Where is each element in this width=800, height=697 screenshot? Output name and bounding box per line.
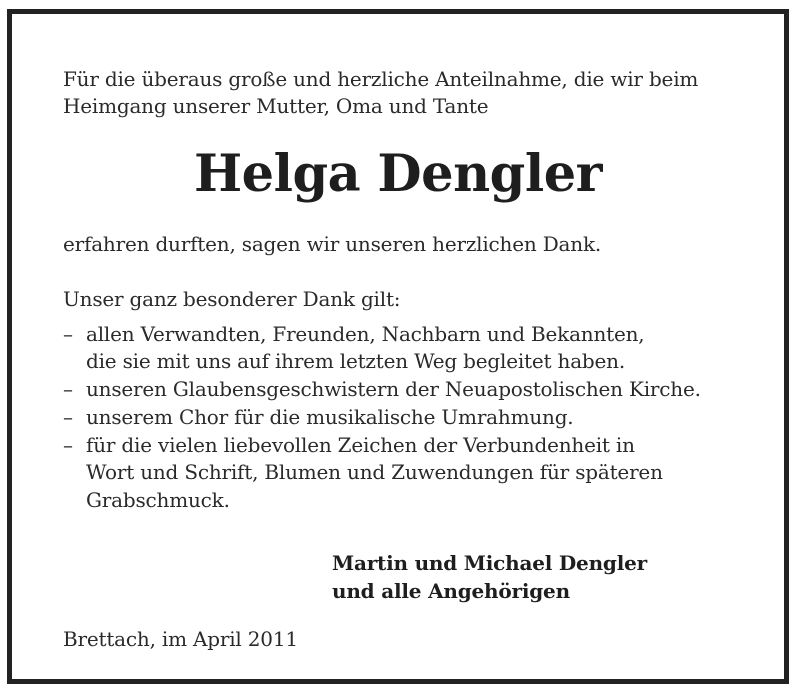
special-thanks-heading: Unser ganz besonderer Dank gilt: bbox=[63, 287, 401, 311]
obituary-thanks-notice bbox=[7, 9, 789, 684]
list-bullet-dash: – bbox=[63, 405, 73, 429]
list-item-line: unseren Glaubensgeschwistern der Neuapostolischen Kirche. bbox=[86, 377, 701, 401]
intro-line-1: Für die überaus große und herzliche Anteilnahme, die wir beim bbox=[63, 67, 699, 91]
list-item-line: Grabschmuck. bbox=[86, 488, 230, 512]
list-item-line: Wort und Schrift, Blumen und Zuwendungen für späteren bbox=[86, 460, 663, 484]
list-bullet-dash: – bbox=[63, 433, 73, 457]
list-item-line: die sie mit uns auf ihrem letzten Weg begleitet haben. bbox=[86, 349, 626, 373]
place-date: Brettach, im April 2011 bbox=[63, 627, 298, 651]
list-item-line: für die vielen liebevollen Zeichen der Verbundenheit in bbox=[86, 433, 635, 457]
list-bullet-dash: – bbox=[63, 322, 73, 346]
list-item-line: unserem Chor für die musikalische Umrahmung. bbox=[86, 405, 574, 429]
signature-line-2: und alle Angehörigen bbox=[332, 579, 570, 603]
thanks-sentence: erfahren durften, sagen wir unseren herzlichen Dank. bbox=[63, 232, 602, 256]
intro-line-2: Heimgang unserer Mutter, Oma und Tante bbox=[63, 94, 489, 118]
deceased-name: Helga Dengler bbox=[193, 144, 603, 204]
list-item-line: allen Verwandten, Freunden, Nachbarn und Bekannten, bbox=[86, 322, 645, 346]
signature-line-1: Martin und Michael Dengler bbox=[332, 551, 647, 575]
list-bullet-dash: – bbox=[63, 377, 73, 401]
